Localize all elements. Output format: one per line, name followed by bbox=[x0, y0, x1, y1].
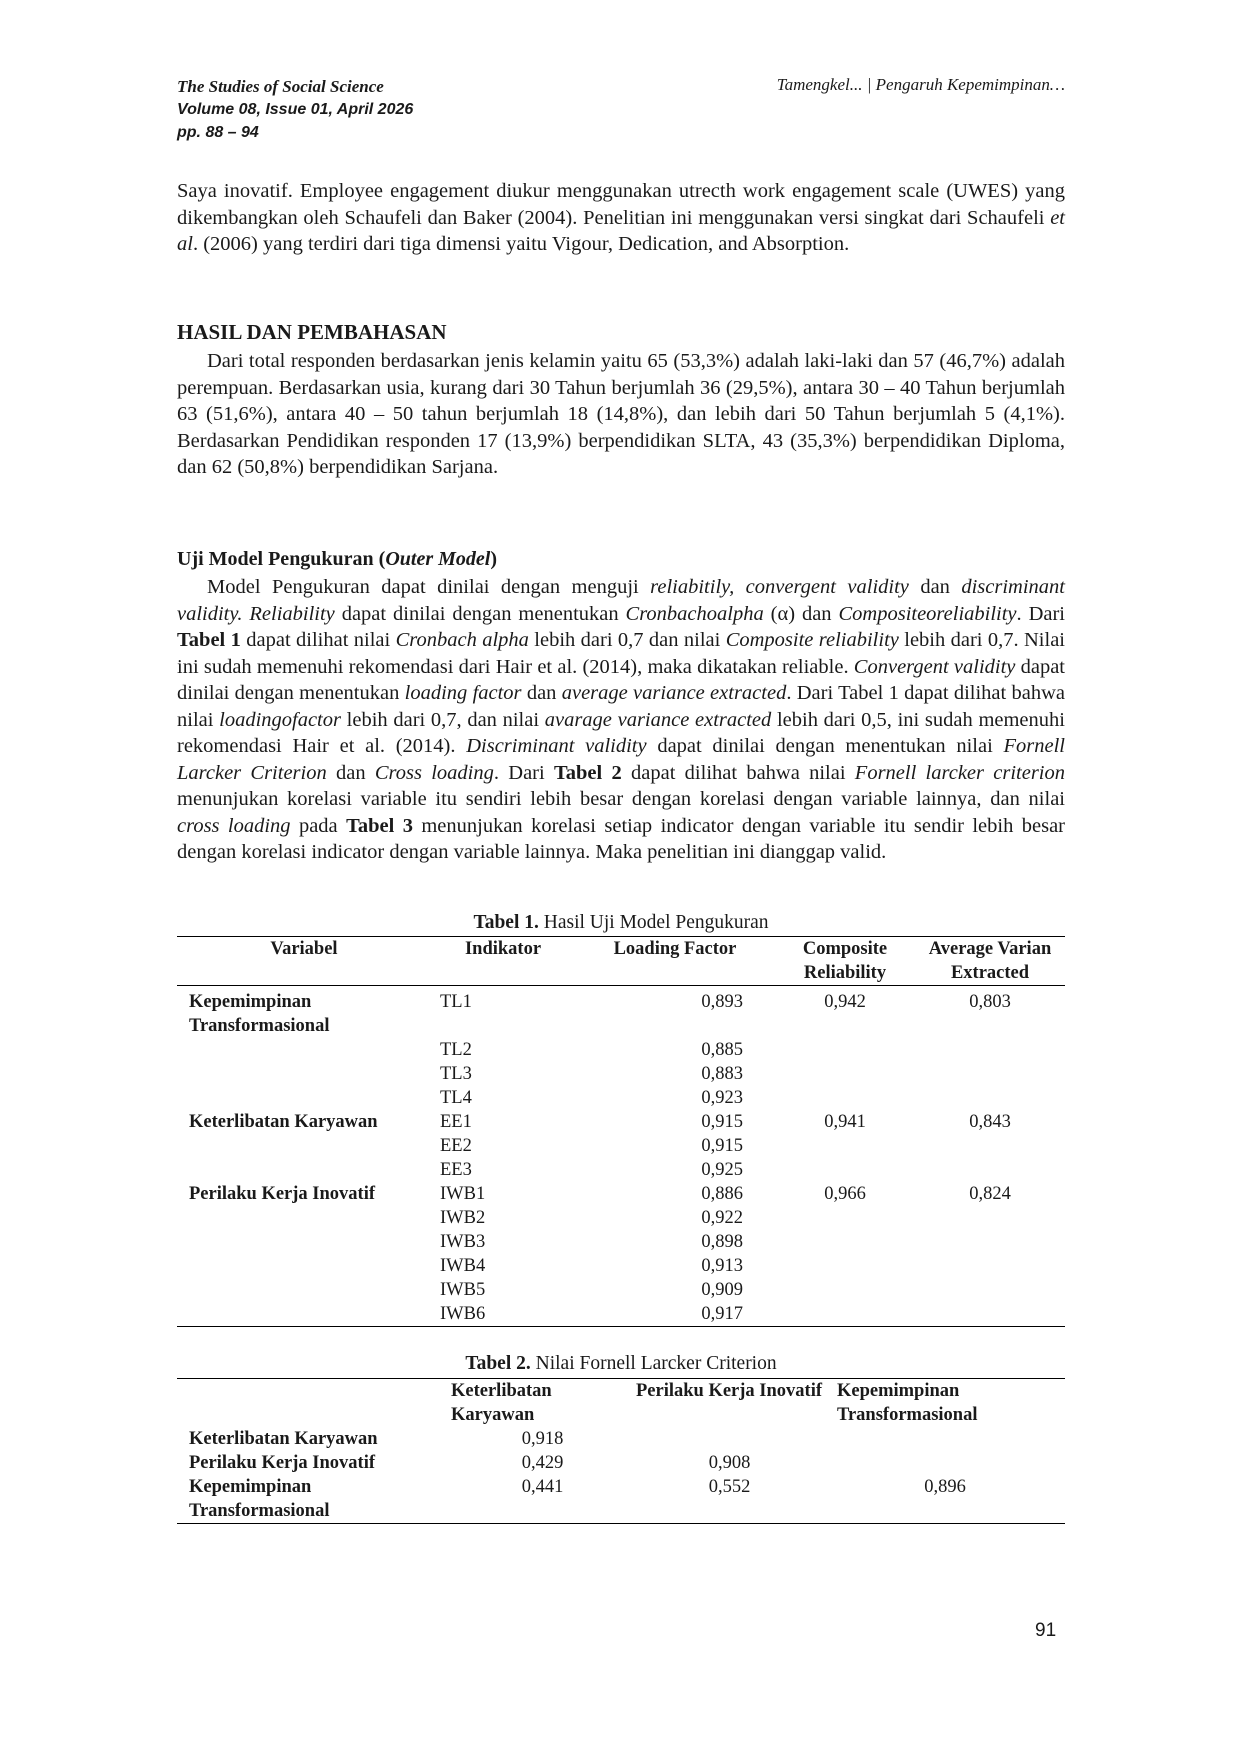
table-cell: 0,429 bbox=[521, 1453, 564, 1473]
model-text-italic: Compositeoreliability bbox=[838, 602, 1017, 625]
section-heading: HASIL DAN PEMBAHASAN bbox=[177, 320, 447, 344]
table1-header-cell: Composite Reliability bbox=[802, 939, 888, 983]
table-cell bbox=[775, 1062, 915, 1086]
table-row bbox=[177, 1230, 1065, 1254]
table-cell bbox=[915, 1062, 1065, 1086]
table-cell: 0,942 bbox=[824, 992, 866, 1012]
journal-volume: Volume 08, Issue 01, April 2026 bbox=[177, 101, 414, 118]
model-text-bold: Tabel 1 bbox=[177, 629, 241, 651]
model-text-italic: Fornell Larcker Criterion bbox=[177, 735, 1065, 784]
subheading bbox=[177, 548, 497, 571]
table-cell: 0,915 bbox=[701, 1136, 743, 1156]
table1-header-row bbox=[177, 937, 1065, 986]
results-paragraph bbox=[177, 348, 1065, 481]
table-row bbox=[177, 1302, 1065, 1327]
table1-header-cell: Average Varian Extracted bbox=[928, 939, 1052, 983]
table-row bbox=[177, 1254, 1065, 1278]
table-row bbox=[177, 1451, 1065, 1475]
table-cell: 0,966 bbox=[824, 1184, 866, 1204]
table-row bbox=[177, 1182, 1065, 1206]
table-row bbox=[177, 1427, 1065, 1451]
intro-paragraph bbox=[177, 178, 1065, 258]
table2-header-row bbox=[177, 1379, 1065, 1428]
results-text: Dari total responden berdasarkan jenis kelamin yaitu 65 (53,3%) adalah laki-laki dan 57 (46,7%) adalah perempuan. Berdasarkan usia, kurang dari 30 Tahun berjumlah 36 (29,5%), antara 30 – 40 Tahun berjumlah 63 (51,6%), antara 40 – 50 tahun berjumlah 18 (14,8%), dan lebih dari 50 Tahun berjumlah 5 (4,1%). Berdasarkan Pendidikan responden 17 (13,9%) berpendidikan SLTA, 43 (35,3%) berpendidikan Diploma, dan 62 (50,8%) berpendidikan Sarjana. bbox=[177, 350, 1065, 478]
table-cell bbox=[177, 1086, 431, 1110]
table-cell: 0,913 bbox=[701, 1256, 743, 1276]
table-cell: 0,824 bbox=[969, 1184, 1011, 1204]
table1-header-cell: Indikator bbox=[464, 939, 542, 959]
table-cell bbox=[775, 1254, 915, 1278]
table-cell bbox=[177, 1038, 431, 1062]
model-text-italic: Composite reliability bbox=[725, 629, 899, 651]
model-text: lebih dari 0,7, dan nilai bbox=[340, 708, 545, 731]
model-text: lebih dari 0,5, ini sudah memenuhi rekomendasi Hair et al. (2014). bbox=[177, 708, 1065, 757]
model-text: dapat dilihat bahwa nilai bbox=[621, 761, 855, 784]
journal-title: The Studies of Social Science bbox=[177, 77, 384, 96]
table2-header-cell bbox=[177, 1379, 451, 1428]
table-cell: 0,552 bbox=[708, 1477, 751, 1497]
model-text: . Dari bbox=[1016, 602, 1065, 625]
table-cell bbox=[634, 1427, 825, 1451]
model-text: (α) dan bbox=[763, 602, 839, 625]
table-cell bbox=[775, 1230, 915, 1254]
model-text-italic: Cronbachoalpha bbox=[625, 602, 764, 625]
journal-header bbox=[177, 75, 413, 144]
table-cell: 0,941 bbox=[824, 1112, 866, 1132]
table-cell bbox=[177, 1062, 431, 1086]
table-cell: EE3 bbox=[440, 1160, 472, 1180]
table-cell: IWB5 bbox=[440, 1280, 486, 1300]
table-cell: 0,898 bbox=[701, 1232, 743, 1252]
model-text: dan bbox=[908, 576, 962, 598]
model-text-italic: average variance extracted bbox=[561, 682, 787, 704]
table1-header-cell: Variabel bbox=[270, 939, 338, 959]
model-text-italic: Fornell larcker criterion bbox=[854, 761, 1065, 784]
table-row bbox=[177, 986, 1065, 1039]
table-cell: TL2 bbox=[440, 1040, 472, 1060]
table-cell: 0,893 bbox=[701, 992, 743, 1012]
table2-header-cell: Kepemimpinan Transformasional bbox=[837, 1381, 978, 1425]
table-cell: Perilaku Kerja Inovatif bbox=[189, 1453, 376, 1473]
table-cell: 0,909 bbox=[701, 1280, 743, 1300]
table-cell: EE2 bbox=[440, 1136, 472, 1156]
table-cell bbox=[915, 1158, 1065, 1182]
table-cell bbox=[177, 1158, 431, 1182]
table-cell: 0,922 bbox=[701, 1208, 743, 1228]
table-row bbox=[177, 1206, 1065, 1230]
running-title: Tamengkel... | Pengaruh Kepemimpinan… bbox=[776, 75, 1065, 94]
table-row bbox=[177, 1110, 1065, 1134]
subheading-plain: Uji Model Pengukuran ( bbox=[177, 548, 386, 570]
table-row bbox=[177, 1062, 1065, 1086]
table-cell: 0,883 bbox=[701, 1064, 743, 1084]
table-cell bbox=[915, 1206, 1065, 1230]
table-cell: EE1 bbox=[440, 1112, 472, 1132]
model-text: dan bbox=[326, 761, 375, 784]
table-cell: 0,843 bbox=[969, 1112, 1011, 1132]
model-text: Model Pengukuran dapat dinilai dengan menguji bbox=[207, 576, 651, 598]
table2-caption-label: Tabel 2. bbox=[465, 1353, 531, 1374]
model-text: dapat dinilai dengan menentukan nilai bbox=[646, 735, 1004, 757]
table-cell: 0,915 bbox=[701, 1112, 743, 1132]
table-cell bbox=[177, 1278, 431, 1302]
table1-header-cell: Loading Factor bbox=[613, 939, 737, 959]
table-cell: Kepemimpinan Transformasional bbox=[189, 1477, 330, 1521]
table-cell: Keterlibatan Karyawan bbox=[189, 1112, 378, 1132]
table-cell: IWB3 bbox=[440, 1232, 486, 1252]
table-cell: 0,803 bbox=[969, 992, 1011, 1012]
table-cell bbox=[775, 1158, 915, 1182]
table-cell bbox=[915, 1254, 1065, 1278]
model-text: . Dari Tabel 1 dapat dilihat bahwa nilai bbox=[177, 682, 1065, 731]
table1 bbox=[177, 936, 1065, 1327]
table-row bbox=[177, 1278, 1065, 1302]
model-text-italic: reliabitily, convergent validity bbox=[650, 576, 909, 598]
table-cell bbox=[177, 1206, 431, 1230]
table1-caption-text: Hasil Uji Model Pengukuran bbox=[538, 912, 769, 933]
table-cell bbox=[915, 1038, 1065, 1062]
table-cell: TL1 bbox=[440, 992, 472, 1012]
model-text-italic: Cronbach alpha bbox=[395, 629, 529, 651]
model-text: dapat dilihat nilai bbox=[240, 629, 396, 651]
table-cell bbox=[775, 1206, 915, 1230]
table-cell bbox=[915, 1302, 1065, 1327]
model-text: dan bbox=[521, 682, 562, 704]
model-text-italic: discriminant validity. Reliability bbox=[177, 576, 1065, 625]
table-cell: Kepemimpinan Transformasional bbox=[189, 992, 330, 1036]
model-text-italic: Discriminant validity bbox=[466, 735, 647, 757]
table2-caption-text: Nilai Fornell Larcker Criterion bbox=[530, 1353, 777, 1374]
model-text: menunjukan korelasi variable itu sendiri lebih besar dengan korelasi dengan variable lainnya, dan nilai bbox=[177, 788, 1065, 810]
model-text-italic: loadingofactor bbox=[219, 708, 341, 731]
table-cell: 0,885 bbox=[701, 1040, 743, 1060]
table-cell bbox=[177, 1134, 431, 1158]
model-text-italic: cross loading bbox=[177, 814, 291, 837]
table-row bbox=[177, 1158, 1065, 1182]
table2 bbox=[177, 1378, 1065, 1524]
table-cell bbox=[775, 1134, 915, 1158]
model-text-italic: avarage variance extracted bbox=[544, 708, 772, 731]
model-text-italic: loading factor bbox=[404, 682, 522, 704]
subheading-italic: Outer Model bbox=[385, 548, 491, 570]
table-cell bbox=[915, 1230, 1065, 1254]
model-text: lebih dari 0,7 dan nilai bbox=[528, 629, 726, 651]
model-text: menunjukan korelasi setiap indicator dengan variable itu sendir lebih besar dengan korelasi indicator dengan variable lainnya. Maka penelitian ini dianggap valid. bbox=[177, 814, 1065, 863]
table-cell bbox=[177, 1254, 431, 1278]
model-text: . Dari bbox=[493, 761, 554, 784]
table-cell bbox=[825, 1427, 1065, 1451]
intro-text-2: et al bbox=[177, 206, 1065, 255]
table-cell: IWB6 bbox=[440, 1304, 486, 1324]
table-cell bbox=[775, 1038, 915, 1062]
table-row bbox=[177, 1134, 1065, 1158]
table-cell: 0,908 bbox=[708, 1453, 751, 1473]
model-text: pada bbox=[290, 814, 347, 837]
table-cell bbox=[177, 1302, 431, 1327]
table-cell: Perilaku Kerja Inovatif bbox=[189, 1184, 376, 1204]
table-cell: IWB4 bbox=[440, 1256, 486, 1276]
model-text: dapat dinilai dengan menentukan bbox=[177, 655, 1065, 704]
table-cell bbox=[915, 1278, 1065, 1302]
model-text-italic: Cross loading bbox=[374, 761, 494, 784]
table1-caption-label: Tabel 1. bbox=[473, 912, 539, 933]
table-cell: IWB2 bbox=[440, 1208, 486, 1228]
intro-text-1: Saya inovatif. Employee engagement diukur menggunakan utrecth work engagement scale (UWES) yang dikembangkan oleh Schaufeli dan Baker (2004). Penelitian ini menggunakan versi singkat dari Schaufeli bbox=[177, 180, 1065, 229]
table-cell bbox=[775, 1086, 915, 1110]
table-cell bbox=[915, 1134, 1065, 1158]
table-cell bbox=[825, 1451, 1065, 1475]
table2-caption bbox=[177, 1353, 1065, 1375]
table-cell: 0,917 bbox=[701, 1304, 743, 1324]
table2-header-cell: Perilaku Kerja Inovatif bbox=[636, 1381, 823, 1401]
table-cell: TL4 bbox=[440, 1088, 472, 1108]
table-cell: TL3 bbox=[440, 1064, 472, 1084]
table-row bbox=[177, 1038, 1065, 1062]
table-cell: 0,923 bbox=[701, 1088, 743, 1108]
table-cell: 0,918 bbox=[521, 1429, 564, 1449]
intro-text-3: . (2006) yang terdiri dari tiga dimensi yaitu Vigour, Dedication, and Absorption. bbox=[192, 233, 850, 255]
model-text: lebih dari 0,7. Nilai ini sudah memenuhi rekomendasi dari Hair et al. (2014), maka dikatakan reliable. bbox=[177, 629, 1065, 678]
table-cell bbox=[177, 1230, 431, 1254]
subheading-close: ) bbox=[490, 548, 498, 570]
table-cell: Keterlibatan Karyawan bbox=[189, 1429, 378, 1449]
table-row bbox=[177, 1086, 1065, 1110]
journal-pages: pp. 88 – 94 bbox=[177, 124, 259, 141]
table-cell: IWB1 bbox=[440, 1184, 486, 1204]
table-cell: 0,925 bbox=[701, 1160, 743, 1180]
table-cell: 0,886 bbox=[701, 1184, 743, 1204]
model-text-bold: Tabel 3 bbox=[346, 814, 413, 837]
table-cell bbox=[775, 1278, 915, 1302]
table-cell bbox=[775, 1302, 915, 1327]
table-cell: 0,441 bbox=[521, 1477, 564, 1497]
model-text: dapat dinilai dengan menentukan bbox=[334, 602, 626, 625]
table2-header-cell: Keterlibatan Karyawan bbox=[451, 1381, 552, 1425]
table1-caption bbox=[177, 912, 1065, 934]
model-text-italic: Convergent validity bbox=[853, 655, 1016, 678]
table-cell: 0,896 bbox=[924, 1477, 966, 1497]
model-text-bold: Tabel 2 bbox=[553, 761, 622, 784]
table-row bbox=[177, 1475, 1065, 1524]
table-cell bbox=[915, 1086, 1065, 1110]
model-paragraph bbox=[177, 574, 1065, 866]
page-number: 91 bbox=[1035, 1620, 1057, 1641]
